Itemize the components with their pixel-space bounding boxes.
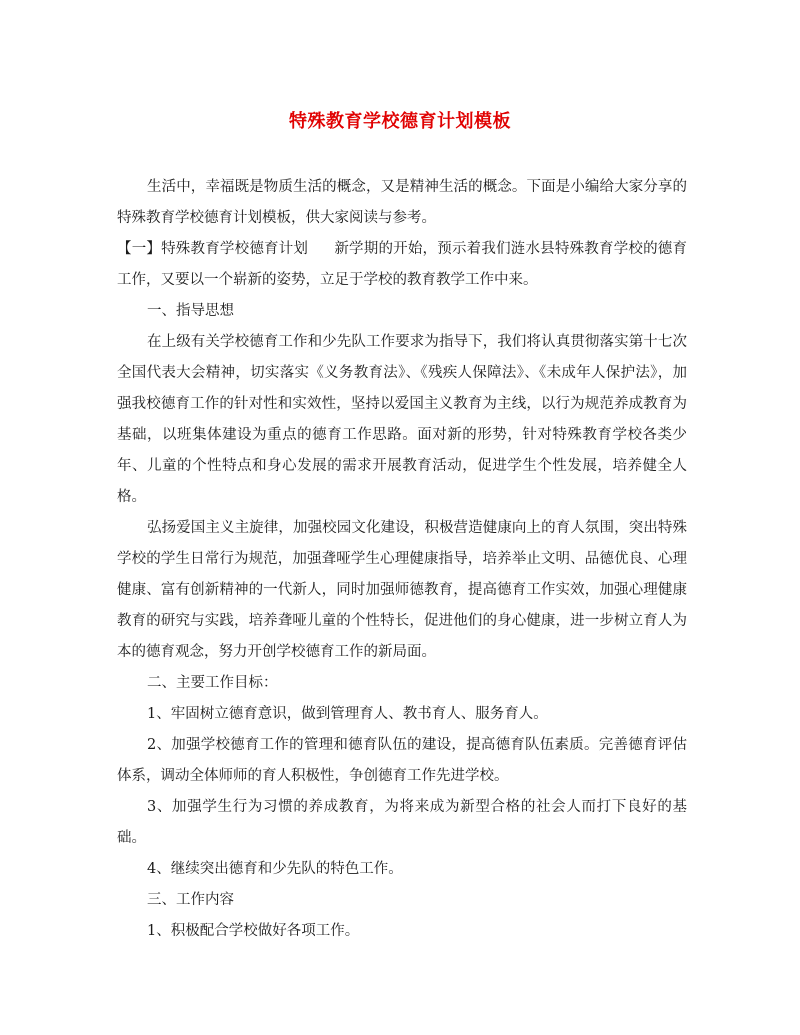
goal-item-3: 3、加强学生行为习惯的养成教育，为将来成为新型合格的社会人而打下良好的基础。 bbox=[117, 799, 687, 846]
document-title: 特殊教育学校德育计划模板 bbox=[289, 111, 511, 132]
intro-paragraph: 生活中，幸福既是物质生活的概念，又是精神生活的概念。下面是小编给大家分享的特殊教育学校德育计划模板，供大家阅读与参考。 bbox=[117, 179, 687, 226]
goal-item-4: 4、继续突出德育和少先队的特色工作。 bbox=[147, 861, 403, 877]
document-body bbox=[117, 172, 687, 947]
content-item-1: 1、积极配合学校做好各项工作。 bbox=[147, 923, 360, 939]
section-label: 【一】特殊教育学校德育计划 bbox=[117, 241, 309, 257]
heading-work-content: 三、工作内容 bbox=[147, 892, 234, 908]
goal-item-2: 2、加强学校德育工作的管理和德育队伍的建设，提高德育队伍素质。完善德育评估体系，调动全体师师的育人积极性，争创德育工作先进学校。 bbox=[117, 737, 687, 784]
section-paragraph bbox=[117, 234, 687, 296]
paragraph-guiding-2: 弘扬爱国主义主旋律，加强校园文化建设，积极营造健康向上的育人氛围，突出特殊学校的学生日常行为规范，加强聋哑学生心理健康指导，培养举止文明、品德优良、心理健康、富有创新精神的一代新人，同时加强师德教育，提高德育工作实效，加强心理健康教育的研究与实践，培养聋哑儿童的个性特长，促进他们的身心健康，进一步树立育人为本的德育观念，努力开创学校德育工作的新局面。 bbox=[117, 520, 687, 660]
heading-guiding-ideology: 一、指导思想 bbox=[147, 303, 234, 319]
goal-item-1: 1、牢固树立德育意识，做到管理育人、教书育人、服务育人。 bbox=[147, 706, 548, 722]
section-text: 新学期的开始，预示着我们涟水县特殊教育学校的德育工作，又要以一个崭新的姿势，立足于学校的教育教学工作中来。 bbox=[117, 241, 688, 288]
heading-main-goals: 二、主要工作目标： bbox=[147, 675, 278, 691]
paragraph-guiding-1: 在上级有关学校德育工作和少先队工作要求为指导下，我们将认真贯彻落实第十七次全国代表大会精神，切实落实《义务教育法》、《残疾人保障法》、《未成年人保护法》，加强我校德育工作的针对性和实效性，坚持以爱国主义教育为主线，以行为规范养成教育为基础，以班集体建设为重点的德育工作思路。面对新的形势，针对特殊教育学校各类少年、儿童的个性特点和身心发展的需求开展教育活动，促进学生个性发展，培养健全人格。 bbox=[117, 334, 687, 505]
